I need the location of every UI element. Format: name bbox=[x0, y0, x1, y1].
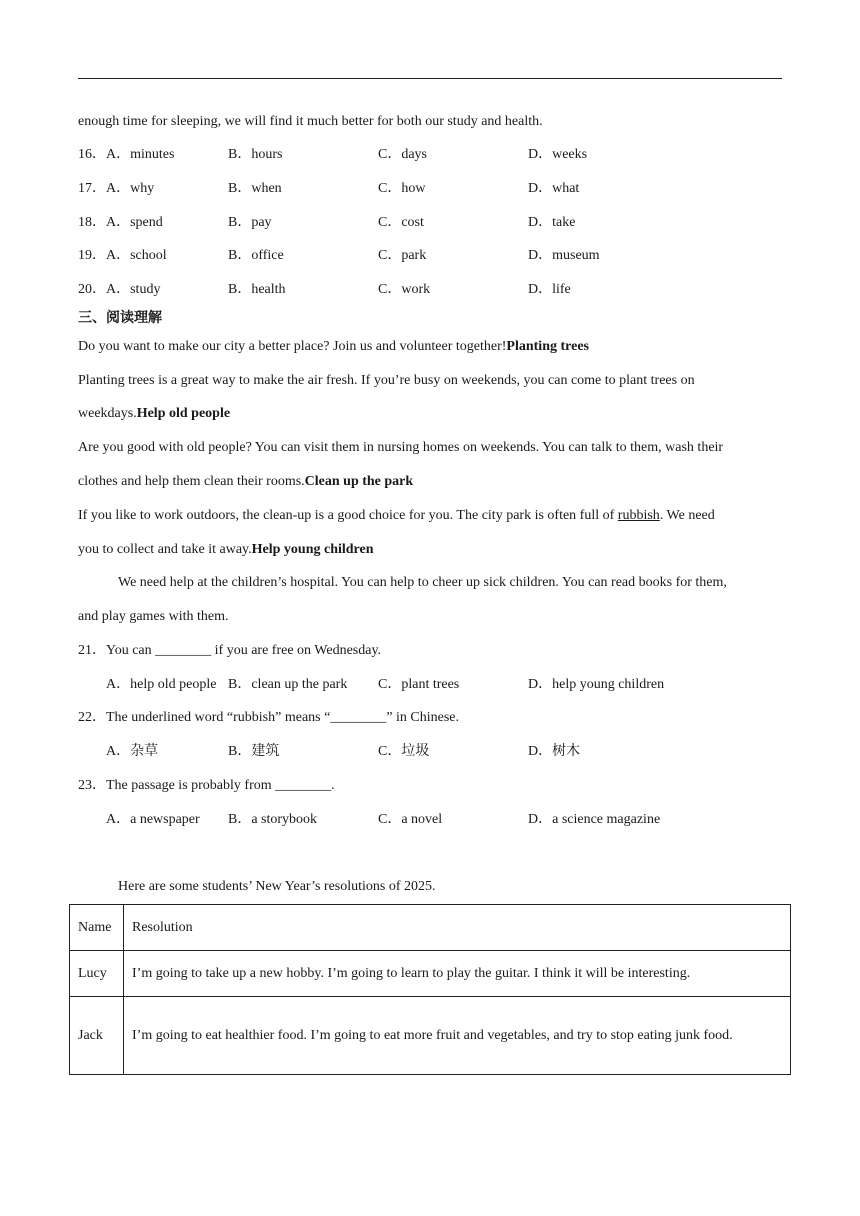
option-a: A．杂草 bbox=[106, 744, 159, 759]
option-a: A．a newspaper bbox=[106, 812, 200, 827]
option-d: D．take bbox=[528, 215, 576, 230]
question-17 bbox=[78, 179, 788, 199]
header-name: Name bbox=[70, 905, 124, 951]
option-a: A．school bbox=[106, 248, 167, 263]
option-c: C．days bbox=[378, 147, 427, 162]
passage-text: clothes and help them clean their rooms. bbox=[78, 474, 305, 489]
option-c: C．垃圾 bbox=[378, 744, 430, 759]
passage-line-2: Planting trees is a great way to make the air fresh. If you’re busy on weekends, you can come to plant trees on bbox=[78, 373, 695, 388]
option-c: C．park bbox=[378, 248, 427, 263]
option-b: B．建筑 bbox=[228, 744, 280, 759]
option-d: D．life bbox=[528, 282, 571, 297]
header-resolution: Resolution bbox=[124, 905, 791, 951]
option-d: D．museum bbox=[528, 248, 600, 263]
option-c: C．plant trees bbox=[378, 677, 460, 692]
question-22-stem: 22．The underlined word “rubbish” means “________” in Chinese. bbox=[78, 710, 460, 725]
passage-line-3 bbox=[78, 404, 230, 424]
question-21-options bbox=[106, 675, 796, 695]
passage-line-8: We need help at the children’s hospital. You can help to cheer up sick children. You can read books for them, bbox=[118, 575, 727, 590]
question-number: 17． bbox=[78, 181, 106, 196]
passage-line-9: and play games with them. bbox=[78, 609, 229, 624]
option-a: A．help old people bbox=[106, 677, 217, 692]
passage-line-7 bbox=[78, 540, 374, 560]
option-a: A．spend bbox=[106, 215, 163, 230]
option-d: D．树木 bbox=[528, 744, 581, 759]
option-b: B．pay bbox=[228, 215, 272, 230]
heading-help-young-children: Help young children bbox=[251, 542, 374, 557]
resolutions-intro: Here are some students’ New Year’s resolutions of 2025. bbox=[118, 879, 436, 894]
option-d: D．what bbox=[528, 181, 580, 196]
option-a: A．why bbox=[106, 181, 155, 196]
question-21-stem: 21．You can ________ if you are free on Wednesday. bbox=[78, 643, 382, 658]
passage-line-1 bbox=[78, 337, 589, 357]
heading-clean-up-park: Clean up the park bbox=[304, 474, 414, 489]
passage-text: Do you want to make our city a better place? Join us and volunteer together! bbox=[78, 339, 507, 354]
option-b: B．office bbox=[228, 248, 284, 263]
option-b: B．hours bbox=[228, 147, 283, 162]
option-b: B．when bbox=[228, 181, 282, 196]
intro-line: enough time for sleeping, we will find it much better for both our study and health. bbox=[78, 114, 543, 129]
question-23-options bbox=[106, 810, 796, 830]
table-header-row bbox=[70, 905, 791, 951]
option-d: D．help young children bbox=[528, 677, 665, 692]
passage-text: If you like to work outdoors, the clean-up is a good choice for you. The city park is often full of bbox=[78, 508, 618, 523]
option-c: C．work bbox=[378, 282, 431, 297]
option-c: C．a novel bbox=[378, 812, 443, 827]
section-title: 三、阅读理解 bbox=[78, 310, 162, 326]
question-23-stem: 23．The passage is probably from ________. bbox=[78, 778, 335, 793]
question-number: 19． bbox=[78, 248, 106, 263]
question-18 bbox=[78, 213, 788, 233]
option-c: C．how bbox=[378, 181, 426, 196]
header-rule bbox=[78, 78, 782, 79]
option-c: C．cost bbox=[378, 215, 424, 230]
question-19 bbox=[78, 246, 788, 266]
question-number: 16． bbox=[78, 147, 106, 162]
option-a: A．minutes bbox=[106, 147, 175, 162]
option-b: B．a storybook bbox=[228, 812, 318, 827]
passage-line-5 bbox=[78, 472, 413, 492]
passage-text: . We need bbox=[659, 508, 715, 523]
heading-help-old-people: Help old people bbox=[136, 406, 231, 421]
question-number: 18． bbox=[78, 215, 106, 230]
passage-line-6 bbox=[78, 506, 715, 526]
option-d: D．weeks bbox=[528, 147, 588, 162]
question-number: 20． bbox=[78, 282, 106, 297]
option-b: B．health bbox=[228, 282, 286, 297]
question-20 bbox=[78, 280, 788, 300]
heading-planting-trees: Planting trees bbox=[506, 339, 589, 354]
underlined-word: rubbish bbox=[617, 508, 660, 523]
option-d: D．a science magazine bbox=[528, 812, 661, 827]
passage-text: weekdays. bbox=[78, 406, 137, 421]
row-resolution: I’m going to eat healthier food. I’m going to eat more fruit and vegetables, and try to stop eating junk food. bbox=[124, 997, 791, 1075]
passage-text: you to collect and take it away. bbox=[78, 542, 252, 557]
question-16 bbox=[78, 145, 788, 165]
option-a: A．study bbox=[106, 282, 161, 297]
resolutions-table bbox=[69, 904, 791, 1075]
row-name: Lucy bbox=[70, 951, 124, 997]
passage-line-4: Are you good with old people? You can visit them in nursing homes on weekends. You can talk to them, wash their bbox=[78, 440, 724, 455]
table-row bbox=[70, 997, 791, 1075]
table-row bbox=[70, 951, 791, 997]
row-resolution: I’m going to take up a new hobby. I’m going to learn to play the guitar. I think it will be interesting. bbox=[124, 951, 791, 997]
question-22-options bbox=[106, 742, 796, 762]
option-b: B．clean up the park bbox=[228, 677, 348, 692]
row-name: Jack bbox=[70, 997, 124, 1075]
